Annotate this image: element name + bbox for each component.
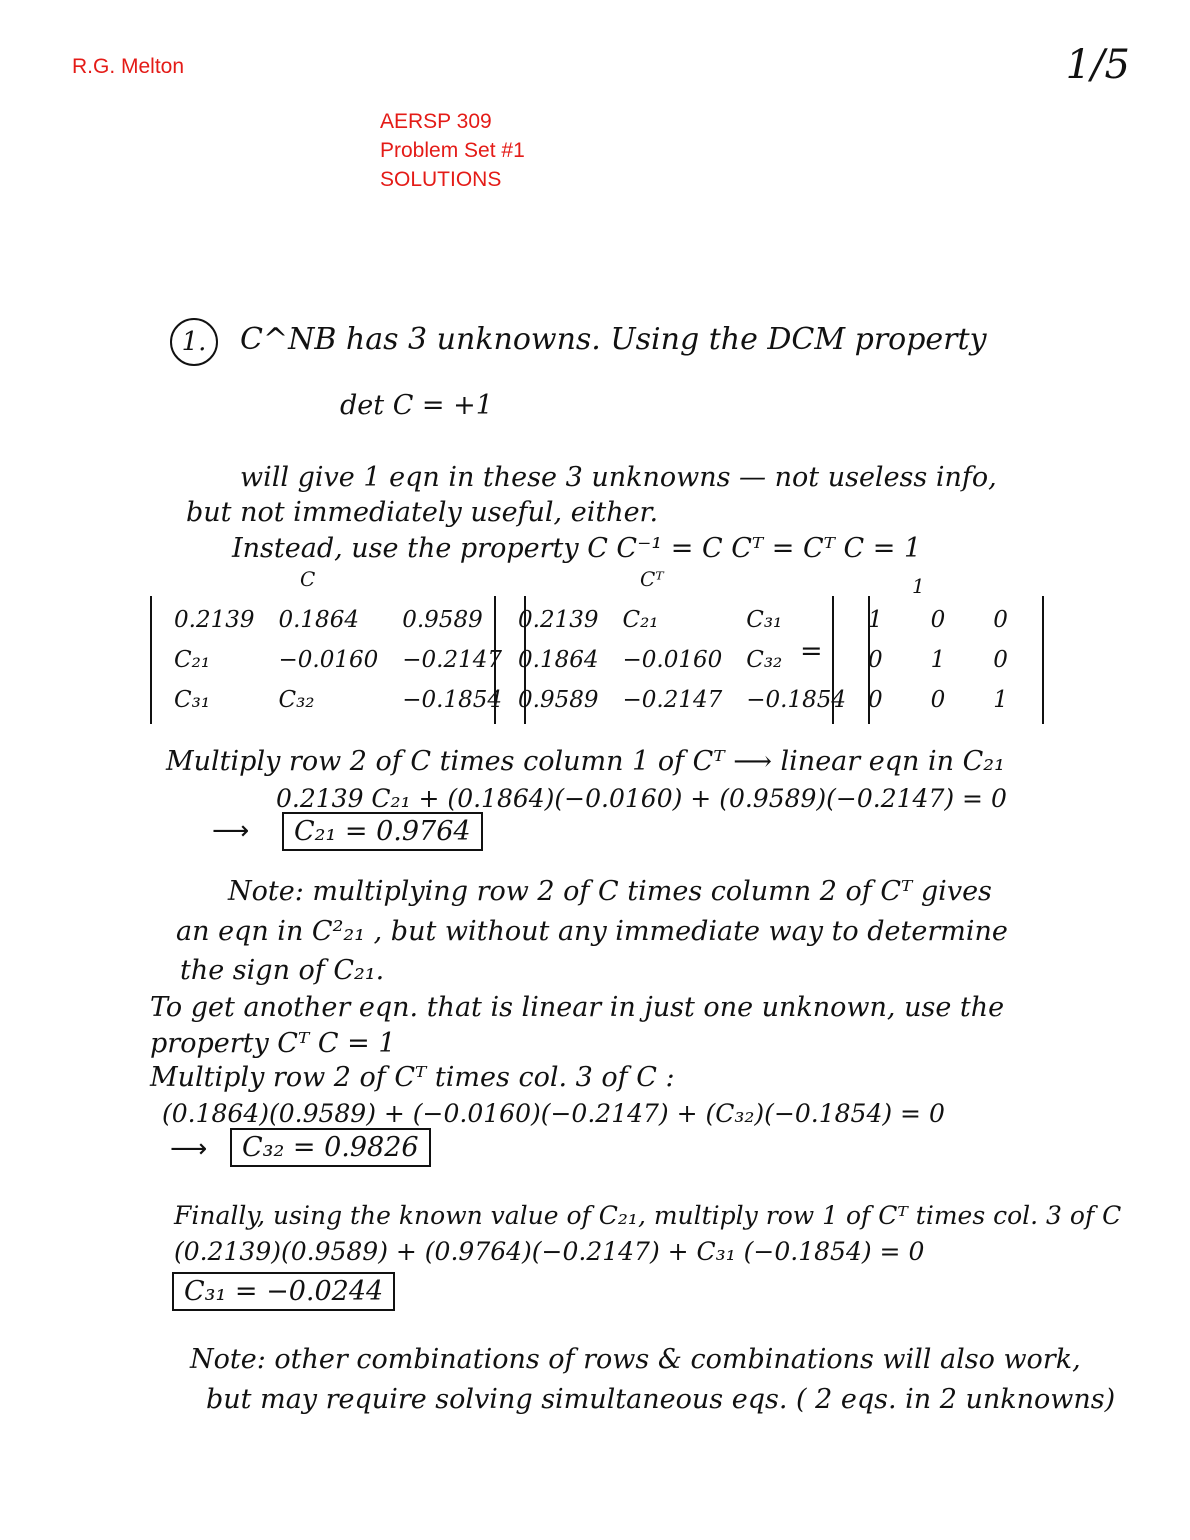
matrix-i-cell: 0 xyxy=(930,687,946,713)
matrix-label-c: C xyxy=(300,567,316,591)
step2-line-b: property Cᵀ C = 1 xyxy=(150,1028,396,1059)
matrix-c-cell: −0.2147 xyxy=(402,647,502,673)
matrix-ct-cell: C₂₁ xyxy=(622,607,659,633)
step3-line-a: Finally, using the known value of C₂₁, multiply row 1 of Cᵀ times col. 3 of C xyxy=(174,1201,1122,1230)
problem-line-5: Instead, use the property C C⁻¹ = C Cᵀ = Cᵀ C = 1 xyxy=(232,533,922,564)
result-c21: C₂₁ = 0.9764 xyxy=(282,812,483,851)
matrix-c-cell: C₃₂ xyxy=(278,687,315,713)
problem-line-3: will give 1 eqn in these 3 unknowns — not useless info, xyxy=(240,462,997,493)
matrix-identity xyxy=(832,596,1044,724)
note2-line-a: Note: other combinations of rows & combinations will also work, xyxy=(190,1344,1081,1375)
matrix-c-cell: 0.9589 xyxy=(402,607,483,633)
matrix-i-cell: 1 xyxy=(993,687,1008,713)
problem-set-title: Problem Set #1 xyxy=(380,139,525,162)
problem-line-1: C^NB has 3 unknowns. Using the DCM property xyxy=(240,322,987,357)
course-header xyxy=(380,107,525,194)
step3-line-b: (0.2139)(0.9589) + (0.9764)(−0.2147) + C₃₁ (−0.1854) = 0 xyxy=(174,1237,925,1266)
problem-line-4: but not immediately useful, either. xyxy=(186,497,659,528)
matrix-c-cell: −0.0160 xyxy=(278,647,379,673)
matrix-i-cell: 0 xyxy=(993,607,1008,633)
arrow-icon: ⟶ xyxy=(212,816,250,846)
result-c32: C₃₂ = 0.9826 xyxy=(230,1128,431,1167)
matrix-ct-cell: C₃₂ xyxy=(746,647,783,673)
matrix-c-cell: 0.1864 xyxy=(278,607,359,633)
matrix-label-identity: 1 xyxy=(912,574,925,598)
matrix-ct-cell: 0.2139 xyxy=(518,607,599,633)
step1-line-a: Multiply row 2 of C times column 1 of Cᵀ ⟶ linear eqn in C₂₁ xyxy=(166,746,1005,777)
course-title: AERSP 309 xyxy=(380,110,492,133)
note1-line-a: Note: multiplying row 2 of C times column 2 of Cᵀ gives xyxy=(228,876,992,907)
result-c31: C₃₁ = −0.0244 xyxy=(172,1272,395,1311)
matrix-i-cell: 1 xyxy=(930,647,946,673)
matrix-ct-cell: 0.9589 xyxy=(518,687,599,713)
step2-line-d: (0.1864)(0.9589) + (−0.0160)(−0.2147) + (C₃₂)(−0.1854) = 0 xyxy=(162,1099,945,1128)
step1-line-b: 0.2139 C₂₁ + (0.1864)(−0.0160) + (0.9589)(−0.2147) = 0 xyxy=(276,784,1007,813)
problem-number: 1. xyxy=(170,318,218,366)
matrix-ct-cell: −0.0160 xyxy=(622,647,723,673)
matrix-ct-cell: 0.1864 xyxy=(518,647,599,673)
step2-line-a: To get another eqn. that is linear in just one unknown, use the xyxy=(150,992,1005,1023)
matrix-i-cell: 0 xyxy=(993,647,1008,673)
author-name: R.G. Melton xyxy=(72,55,185,78)
arrow-icon: ⟶ xyxy=(170,1134,208,1164)
step2-line-c: Multiply row 2 of Cᵀ times col. 3 of C : xyxy=(150,1062,675,1093)
solutions-label: SOLUTIONS xyxy=(380,168,502,191)
matrix-c-cell: C₂₁ xyxy=(174,647,211,673)
note2-line-b: but may require solving simultaneous eqs. ( 2 eqs. in 2 unknowns) xyxy=(206,1384,1116,1415)
matrix-ct-cell: −0.1854 xyxy=(746,687,846,713)
matrix-ct-cell: C₃₁ xyxy=(746,607,783,633)
matrix-i-cell: 0 xyxy=(930,607,946,633)
matrix-c-cell: C₃₁ xyxy=(174,687,211,713)
note1-line-c: the sign of C₂₁. xyxy=(180,955,385,986)
matrix-i-cell: 0 xyxy=(868,687,883,713)
problem-line-2: det C = +1 xyxy=(340,390,493,421)
page-number: 1/5 xyxy=(1065,42,1130,88)
matrix-i-cell: 1 xyxy=(868,607,883,633)
matrix-c-cell: −0.1854 xyxy=(402,687,502,713)
matrix-ct-cell: −0.2147 xyxy=(622,687,723,713)
matrix-equals: = xyxy=(800,636,823,667)
matrix-label-ct: Cᵀ xyxy=(640,567,664,591)
matrix-c-cell: 0.2139 xyxy=(174,607,255,633)
matrix-i-cell: 0 xyxy=(868,647,883,673)
matrix-c xyxy=(150,596,526,724)
note1-line-b: an eqn in C²₂₁ , but without any immediate way to determine xyxy=(176,916,1008,947)
